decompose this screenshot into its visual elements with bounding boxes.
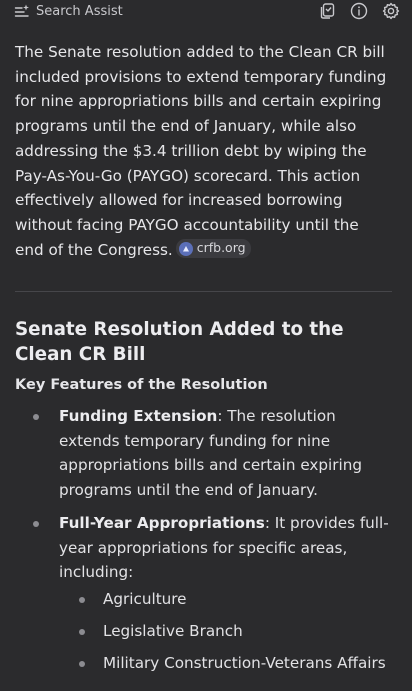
list-item bbox=[0, 511, 412, 683]
list-item-text: : It provides full-year appropriations for specific areas, including: bbox=[59, 513, 389, 582]
list-item-label: Full-Year Appropriations bbox=[59, 513, 265, 532]
sublist-item: Legislative Branch bbox=[59, 619, 390, 651]
list-item bbox=[0, 404, 412, 503]
source-label: crfb.org bbox=[196, 240, 246, 256]
section-subtitle: Key Features of the Resolution bbox=[15, 377, 268, 393]
sublist-item: Military Construction-Veterans Affairs bbox=[59, 651, 390, 683]
brand bbox=[14, 0, 123, 22]
search-assist-icon bbox=[14, 3, 30, 19]
top-bar bbox=[0, 0, 412, 22]
copy-icon[interactable] bbox=[318, 2, 336, 20]
list-item-label: Funding Extension bbox=[59, 407, 218, 425]
sublist-item: Agriculture bbox=[59, 587, 390, 619]
key-features-list bbox=[0, 404, 412, 691]
list-item-text: : The resolution extends temporary funding for nine appropriations bills and certain expiring programs until the end of January. bbox=[59, 407, 363, 500]
summary-paragraph bbox=[15, 40, 387, 262]
summary-text: The Senate resolution added to the Clean CR bill included provisions to extend temporary funding for nine appropriations bills and certain expiring programs until the end of January, while also addressing the $3.4 trillion debt by wiping the Pay-As-You-Go (PAYGO) scorecard. This action effectively allowed for increased borrowing without facing PAYGO accountability until the end of the Congress. bbox=[15, 43, 387, 259]
settings-icon[interactable] bbox=[382, 2, 400, 20]
divider bbox=[15, 291, 392, 292]
header-actions bbox=[318, 0, 400, 22]
appropriations-sublist bbox=[59, 587, 390, 683]
source-favicon-icon bbox=[179, 242, 193, 256]
source-chip[interactable] bbox=[176, 239, 251, 258]
section-title: Senate Resolution Added to the Clean CR Bill bbox=[15, 319, 344, 365]
brand-label: Search Assist bbox=[36, 3, 123, 19]
info-icon[interactable] bbox=[350, 2, 368, 20]
